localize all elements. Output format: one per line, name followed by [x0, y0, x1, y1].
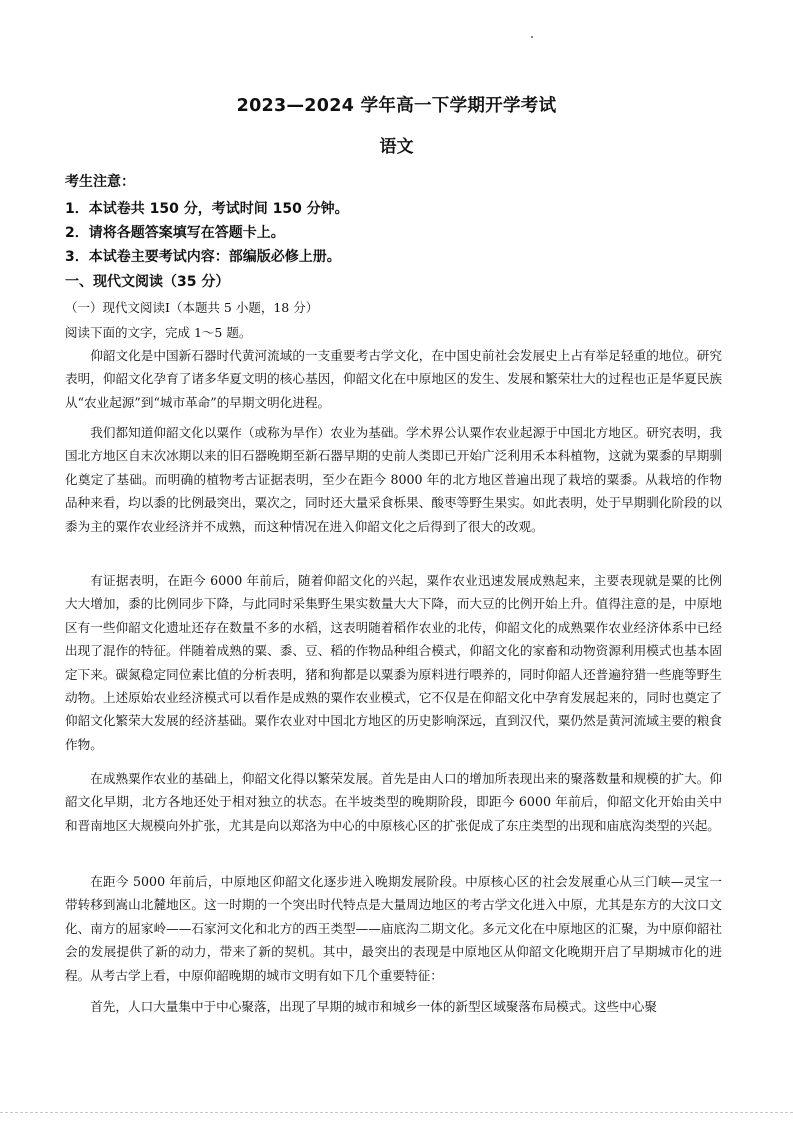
- passage-paragraph: 在距今 5000 年前后，中原地区仰韶文化逐步进入晚期发展阶段。中原核心区的社会发展重心从三门峡—灵宝一带转移到嵩山北麓地区。这一时期的一个突出时代特点是大量周边地区的考古学文化进入中原，尤其是东方的大汶口文化、南方的屈家岭——石家河文化和北方的西王类型——庙底沟二期文化。多元文化在中原地区的汇聚，为中原仰韶社会的发展提供了新的动力，带来了新的契机。其中，最突出的表现是中原地区从仰韶文化晚期开启了早期城市化的进程。从考古学上看，中原仰韶晚期的城市文明有如下几个重要特征：: [65, 874, 722, 983]
- section-title: 一、现代文阅读（35 分）: [65, 274, 230, 290]
- notice-item: 2．请将各题答案填写在答题卡上。: [65, 225, 285, 241]
- passage-paragraph: 在成熟粟作农业的基础上，仰韶文化得以繁荣发展。首先是由人口的增加所表现出来的聚落数量和规模的扩大。仰韶文化早期，北方各地还处于相对独立的状态。在半坡类型的晚期阶段，即距今 6000 年前后，仰韶文化开始由关中和晋南地区大规模向外扩张，尤其是向以郑洛为中心的中原核心区的扩张促成了东庄类型的出现和庙底沟类型的兴起。: [65, 771, 722, 833]
- passage-paragraph: 我们都知道仰韶文化以粟作（或称为旱作）农业为基础。学术界公认粟作农业起源于中国北方地区。研究表明，我国北方地区自末次冰期以来的旧石器晚期至新石器早期的史前人类即已开始广泛利用禾本科植物，这就为粟黍的早期驯化奠定了基础。而明确的植物考古证据表明，至少在距今 8000 年的北方地区普遍出现了栽培的粟黍。从栽培的作物品种来看，均以黍的比例最突出，粟次之，同时还大量采食栎果、酸枣等野生果实。如此表明，处于早期驯化阶段的以黍为主的粟作农业经济并不成熟，而这种情况在进入仰韶文化之后得到了很大的改观。: [65, 425, 722, 534]
- exam-title: 2023—2024 学年高一下学期开学考试: [236, 96, 557, 116]
- page-bottom-rule: [0, 1112, 793, 1113]
- passage-paragraph: 有证据表明，在距今 6000 年前后，随着仰韶文化的兴起，粟作农业迅速发展成熟起来，主要表现就是粟的比例大大增加，黍的比例同步下降，与此同时采集野生果实数量大大下降，而大豆的比例开始上升。值得注意的是，中原地区有一些仰韶文化遗址还存在数量不多的水稻，这表明随着稻作农业的北传，仰韶文化的成熟粟作农业经济体系中已经出现了混作的特征。伴随着成熟的粟、黍、豆、稻的作物品种组合模式，仰韶文化的家畜和动物资源利用模式也基本固定下来。碳氮稳定同位素比值的分析表明，猪和狗都是以粟黍为原料进行喂养的，同时仰韶人还普遍狩猎一些鹿等野生动物。上述原始农业经济模式可以看作是成熟的粟作农业模式，它不仅是在仰韶文化中孕育发展起来的，同时也奠定了仰韶文化繁荣大发展的经济基础。粟作农业对中国北方地区的历史影响深远，直到汉代，粟仍然是黄河流域主要的粮食作物。: [65, 573, 722, 752]
- passage-paragraph: 仰韶文化是中国新石器时代黄河流域的一支重要考古学文化，在中国史前社会发展史上占有举足轻重的地位。研究表明，仰韶文化孕育了诸多华夏文明的核心基因，仰韶文化在中原地区的发生、发展和繁荣壮大的过程也正是华夏民族从“农业起源”到“城市革命”的早期文明化进程。: [65, 348, 722, 410]
- notice-item: 3．本试卷主要考试内容：部编版必修上册。: [65, 249, 341, 265]
- reading-instruction: 阅读下面的文字，完成 1～5 题。: [65, 325, 252, 340]
- subject-title: 语文: [379, 137, 414, 157]
- notice-item: 1．本试卷共 150 分，考试时间 150 分钟。: [65, 201, 349, 217]
- notice-heading: 考生注意：: [65, 174, 135, 190]
- subsection-title: （一）现代文阅读Ⅰ（本题共 5 小题，18 分）: [65, 300, 319, 315]
- passage-paragraph: 首先，人口大量集中于中心聚落，出现了早期的城市和城乡一体的新型区域聚落布局模式。这些中心聚: [90, 999, 657, 1014]
- scan-dot: [531, 36, 533, 38]
